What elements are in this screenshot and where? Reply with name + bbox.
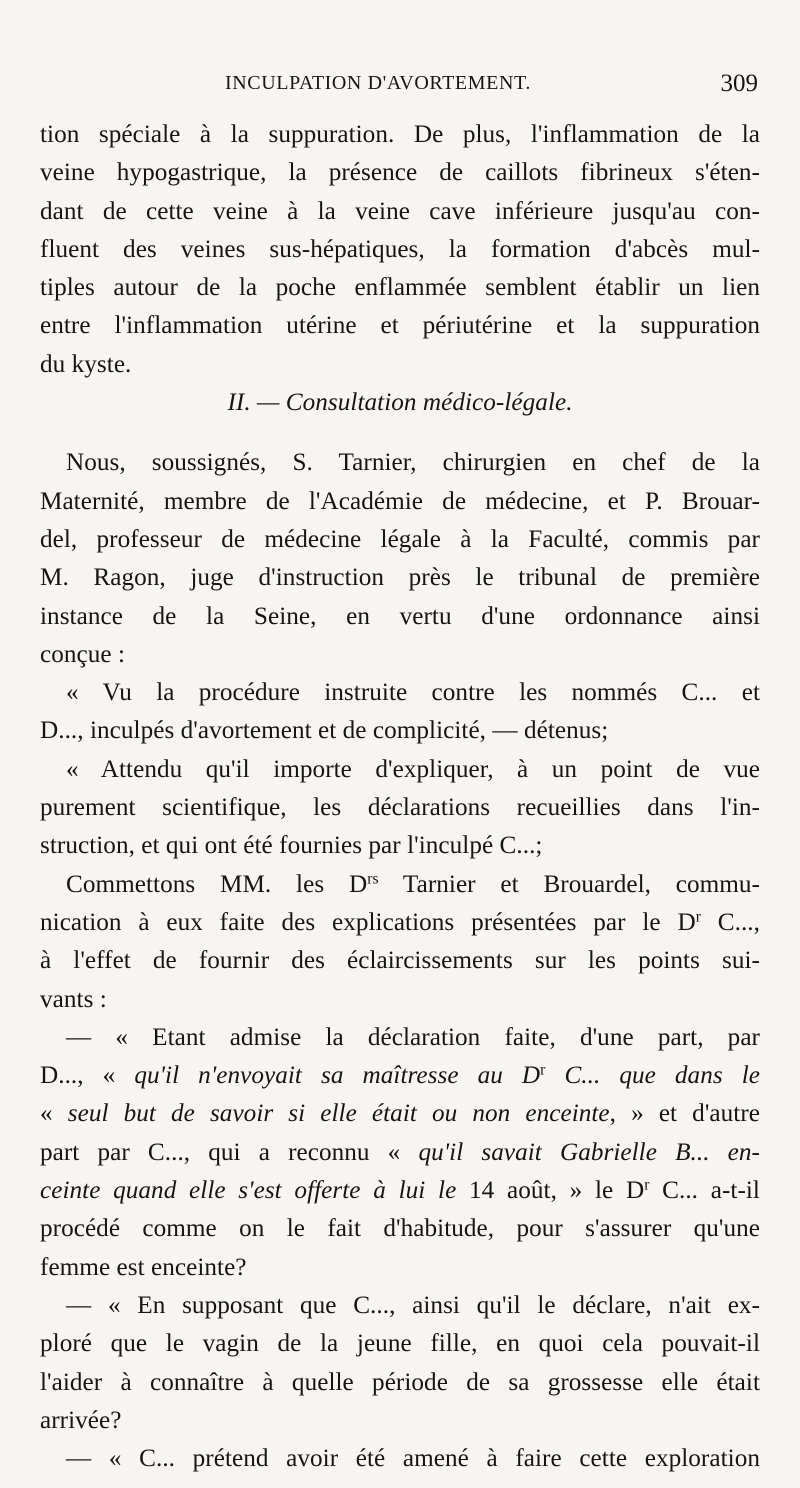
quote-line: [40, 1095, 760, 1133]
text-line: du kyste.: [40, 350, 132, 378]
quote-line: procédé comme on le fait d'habitude, pour s'assurer qu'une: [40, 1215, 760, 1243]
section-heading-text: II. — Consultation médico-légale.: [227, 389, 573, 417]
text-line: tion spéciale à la suppuration. De plus, l'inflammation de la: [40, 121, 760, 148]
abbreviation-superscript: r: [644, 1176, 650, 1194]
text-line: Maternité, membre de l'Académie de médecine, et P. Brouar-: [40, 487, 760, 515]
abbreviation-superscript: r: [695, 908, 701, 926]
quote-line: [40, 1057, 760, 1095]
quote-line: — « Etant admise la déclaration faite, d'une part, par: [66, 1023, 760, 1051]
text-fragment: Commettons MM. les D: [66, 870, 368, 898]
quote-line: femme est enceinte?: [40, 1253, 247, 1281]
quote-line: ploré que le vagin de la jeune fille, en quoi cela pouvait-il: [40, 1330, 760, 1358]
text-line: entre l'inflammation utérine et périutérine et la suppuration: [40, 312, 760, 340]
page-number: 309: [720, 70, 758, 97]
text-fragment: , » et d'autre: [609, 1100, 760, 1128]
text-line: instance de la Seine, en vertu d'une ordonnance ainsi: [40, 602, 760, 630]
quote-line: — « C... prétend avoir été amené à faire cette exploration: [66, 1445, 760, 1473]
abbreviation-superscript: r: [540, 1061, 546, 1079]
page-header: [40, 70, 760, 102]
abbreviation-superscript: rs: [367, 870, 379, 888]
quote-line: [40, 1134, 760, 1172]
text-fragment: D..., «: [40, 1062, 135, 1090]
text-line: tiples autour de la poche enflammée semblent établir un lien: [40, 274, 760, 302]
quote-line: à l'effet de fournir des éclaircissements sur les points sui-: [40, 947, 760, 975]
section-spacer: [40, 422, 760, 444]
italic-fragment: C... que dans le: [545, 1062, 760, 1090]
quote-line: [40, 866, 760, 904]
text-fragment: part par C..., qui a reconnu «: [40, 1138, 419, 1166]
quote-line: D..., inculpés d'avortement et de complicité, — détenus;: [40, 717, 609, 745]
text-fragment: «: [40, 1100, 68, 1128]
quote-line: vants :: [40, 985, 107, 1013]
quote-line: [40, 904, 760, 942]
section-heading: [40, 384, 760, 422]
quote-line: « Vu la procédure instruite contre les nommés C... et: [66, 679, 760, 707]
italic-fragment: qu'il n'envoyait sa maîtresse au D: [134, 1062, 541, 1090]
text-fragment: Tarnier et Brouardel, commu-: [378, 870, 760, 898]
running-head: INCULPATION D'AVORTEMENT.: [225, 72, 531, 94]
text-fragment: 14 août, » le D: [456, 1177, 645, 1205]
quote-line: — « En supposant que C..., ainsi qu'il le déclare, n'ait ex-: [66, 1291, 760, 1319]
text-line: veine hypogastrique, la présence de caillots fibrineux s'éten-: [40, 159, 760, 187]
quote-line: [40, 1172, 760, 1210]
quote-line: l'aider à connaître à quelle période de sa grossesse elle était: [40, 1368, 760, 1396]
text-fragment: C...,: [700, 908, 760, 936]
paragraph-start: Nous, soussignés, S. Tarnier, chirurgien en chef de la: [66, 449, 760, 477]
italic-fragment: ceinte quand elle s'est offerte à lui le: [40, 1177, 457, 1205]
text-fragment: nication à eux faite des explications présentées par le D: [40, 908, 696, 936]
text-line: dant de cette veine à la veine cave inférieure jusqu'au con-: [40, 197, 760, 225]
italic-fragment: qu'il savait Gabrielle B... en-: [418, 1138, 760, 1166]
text-line: M. Ragon, juge d'instruction près le tribunal de première: [40, 564, 760, 592]
quote-line: struction, et qui ont été fournies par l'inculpé C...;: [40, 832, 543, 860]
text-line: conçue :: [40, 640, 126, 668]
text-line: del, professeur de médecine légale à la Faculté, commis par: [40, 525, 760, 553]
quote-line: arrivée?: [40, 1406, 122, 1434]
italic-fragment: seul but de savoir si elle était ou non enceinte: [67, 1100, 610, 1128]
page-body: [40, 116, 760, 1478]
text-fragment: C... a-t-il: [649, 1177, 760, 1205]
text-line: fluent des veines sus-hépatiques, la formation d'abcès mul-: [40, 235, 760, 263]
quote-line: purement scientifique, les déclarations recueillies dans l'in-: [40, 794, 760, 822]
quote-line: « Attendu qu'il importe d'expliquer, à un point de vue: [66, 755, 760, 783]
